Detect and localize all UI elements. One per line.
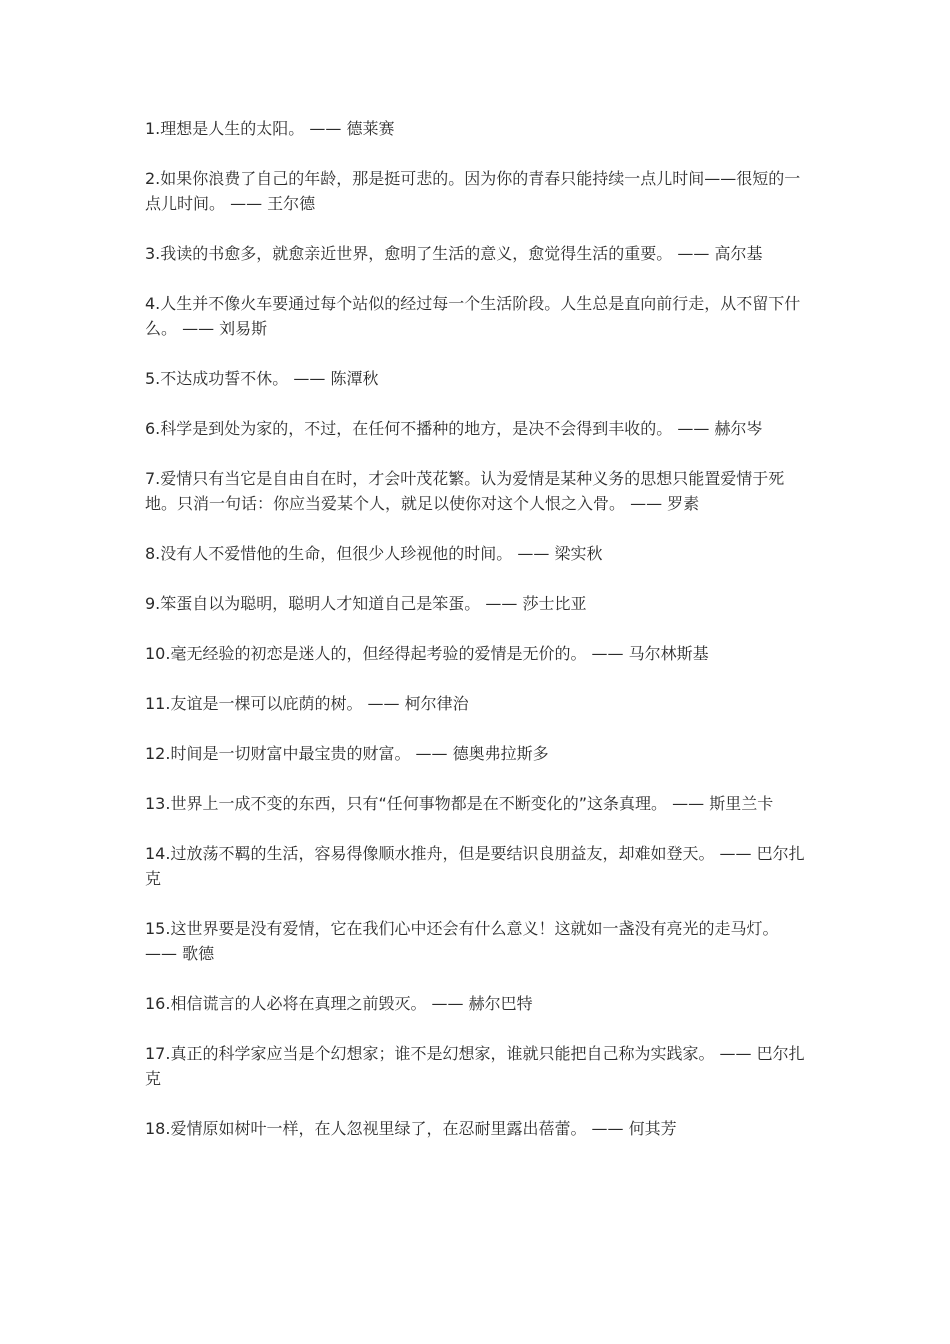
quote-item-2: 2.如果你浪费了自己的年龄，那是挺可悲的。因为你的青春只能持续一点儿时间——很短的一点儿时间。 —— 王尔德 [145, 169, 801, 213]
quote-item-12: 12.时间是一切财富中最宝贵的财富。 —— 德奥弗拉斯多 [145, 744, 549, 763]
quote-item-3: 3.我读的书愈多，就愈亲近世界，愈明了生活的意义，愈觉得生活的重要。 —— 高尔基 [145, 244, 763, 263]
quote-item-6: 6.科学是到处为家的，不过，在任何不播种的地方，是决不会得到丰收的。 —— 赫尔岑 [145, 419, 763, 438]
quote-item-8: 8.没有人不爱惜他的生命，但很少人珍视他的时间。 —— 梁实秋 [145, 544, 603, 563]
quote-item-15: 15.这世界要是没有爱情，它在我们心中还会有什么意义！这就如一盏没有亮光的走马灯。 —— 歌德 [145, 919, 779, 963]
quote-item-4: 4.人生并不像火车要通过每个站似的经过每一个生活阶段。人生总是直向前行走，从不留下什么。 —— 刘易斯 [145, 294, 801, 338]
quote-item-16: 16.相信谎言的人必将在真理之前毁灭。 —— 赫尔巴特 [145, 994, 533, 1013]
quote-item-7: 7.爱情只有当它是自由自在时，才会叶茂花繁。认为爱情是某种义务的思想只能置爱情于死地。只消一句话：你应当爱某个人，就足以使你对这个人恨之入骨。 —— 罗素 [145, 469, 785, 513]
quote-item-1: 1.理想是人生的太阳。 —— 德莱赛 [145, 119, 395, 138]
quote-item-11: 11.友谊是一棵可以庇荫的树。 —— 柯尔律治 [145, 694, 469, 713]
quote-item-9: 9.笨蛋自以为聪明，聪明人才知道自己是笨蛋。 —— 莎士比亚 [145, 594, 587, 613]
quote-item-10: 10.毫无经验的初恋是迷人的，但经得起考验的爱情是无价的。 —— 马尔林斯基 [145, 644, 709, 663]
quote-item-5: 5.不达成功誓不休。 —— 陈潭秋 [145, 369, 379, 388]
quote-item-18: 18.爱情原如树叶一样，在人忽视里绿了，在忍耐里露出蓓蕾。 —— 何其芳 [145, 1119, 677, 1138]
quote-list [145, 116, 805, 1166]
quote-item-17: 17.真正的科学家应当是个幻想家；谁不是幻想家，谁就只能把自己称为实践家。 —— 巴尔扎克 [145, 1044, 805, 1088]
quote-item-14: 14.过放荡不羁的生活，容易得像顺水推舟，但是要结识良朋益友，却难如登天。 —— 巴尔扎克 [145, 844, 805, 888]
quote-item-13: 13.世界上一成不变的东西，只有“任何事物都是在不断变化的”这条真理。 —— 斯里兰卡 [145, 794, 774, 813]
